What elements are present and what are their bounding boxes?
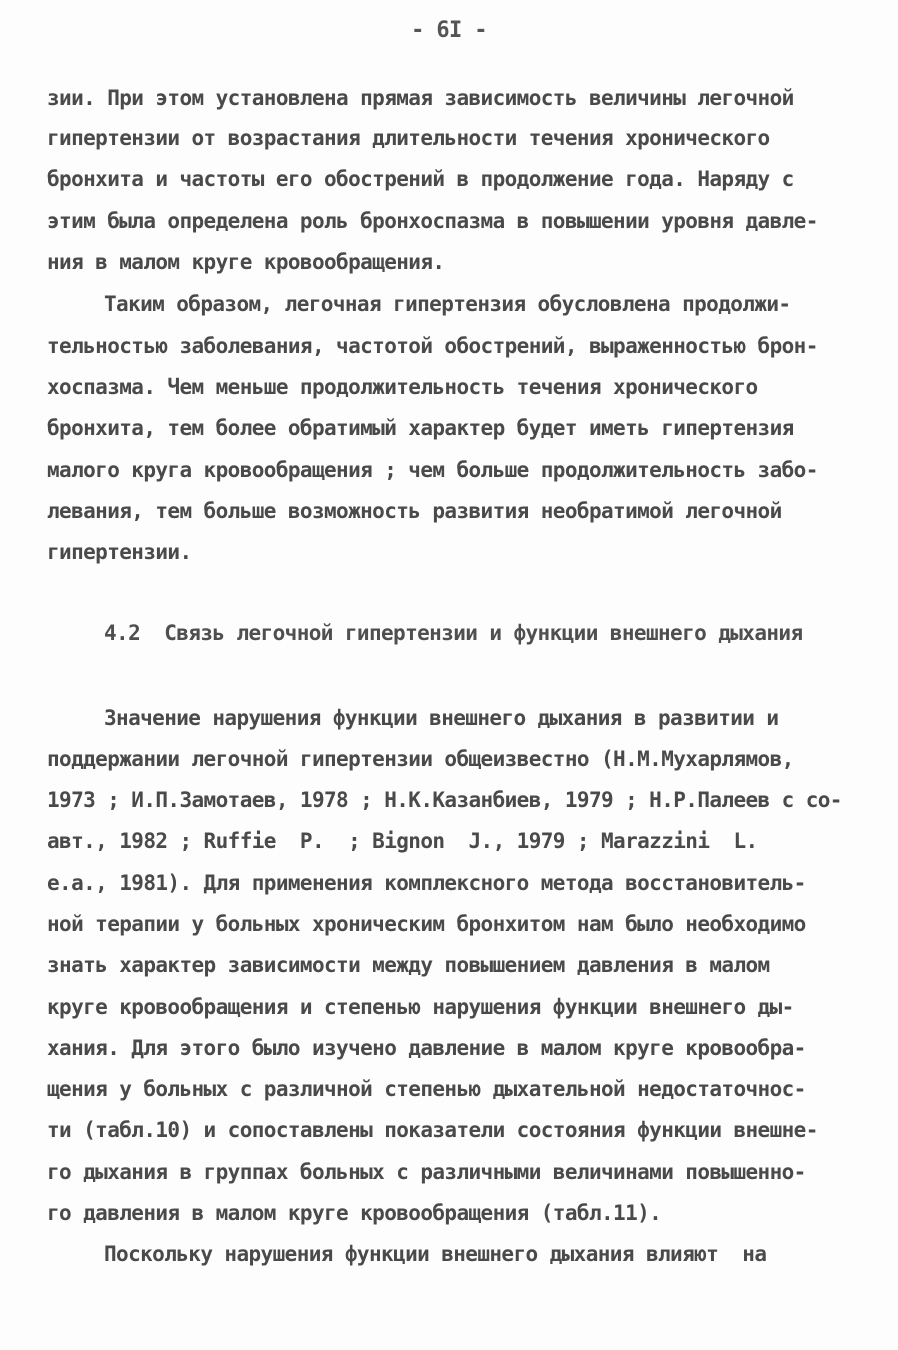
paragraph-line: го дыхания в группах больных с различными величинами повышенно- bbox=[47, 1160, 806, 1184]
paragraph-line: круге кровообращения и степенью нарушения функции внешнего ды- bbox=[47, 995, 794, 1019]
paragraph-line: знать характер зависимости между повышением давления в малом bbox=[47, 953, 770, 977]
paragraph-line: 1973 ; И.П.Замотаев, 1978 ; Н.К.Казанбиев, 1979 ; Н.Р.Палеев с со- bbox=[47, 788, 842, 812]
paragraph-line: тельностью заболевания, частотой обострений, выраженностью брон- bbox=[47, 334, 818, 358]
paragraph-line: ти (табл.10) и сопоставлены показатели состояния функции внешне- bbox=[47, 1118, 818, 1142]
paragraph-line: хания. Для этого было изучено давление в малом круге кровообра- bbox=[47, 1036, 806, 1060]
paragraph-line: ной терапии у больных хроническим бронхитом нам было необходимо bbox=[47, 912, 806, 936]
paragraph-line: e.a., 1981). Для применения комплексного метода восстановитель- bbox=[47, 871, 806, 895]
paragraph-line: бронхита и частоты его обострений в продолжение года. Наряду с bbox=[47, 167, 794, 191]
paragraph-line: левания, тем больше возможность развития необратимой легочной bbox=[47, 499, 782, 523]
paragraph-line: Поскольку нарушения функции внешнего дыхания влияют на bbox=[104, 1242, 767, 1266]
paragraph-line: поддержании легочной гипертензии общеизвестно (Н.М.Мухарлямов, bbox=[47, 747, 794, 771]
paragraph-line: ния в малом круге кровообращения. bbox=[47, 250, 445, 274]
paragraph-line: гипертензии. bbox=[47, 540, 192, 564]
paragraph-line: зии. При этом установлена прямая зависимость величины легочной bbox=[47, 86, 794, 110]
paragraph-line: авт., 1982 ; Ruffie P. ; Bignon J., 1979 ; Marazzini L. bbox=[47, 829, 758, 853]
paragraph-line: этим была определена роль бронхоспазма в повышении уровня давле- bbox=[47, 209, 818, 233]
paragraph-line: гипертензии от возрастания длительности течения хронического bbox=[47, 126, 770, 150]
paragraph-line: хоспазма. Чем меньше продолжительность течения хронического bbox=[47, 375, 758, 399]
paragraph-line: бронхита, тем более обратимый характер будет иметь гипертензия bbox=[47, 416, 794, 440]
paragraph-line: Значение нарушения функции внешнего дыхания в развитии и bbox=[104, 706, 779, 730]
paragraph-line: Таким образом, легочная гипертензия обусловлена продолжи- bbox=[104, 292, 791, 316]
section-heading: 4.2 Связь легочной гипертензии и функции внешнего дыхания bbox=[104, 621, 803, 645]
paragraph-line: го давления в малом круге кровообращения (табл.11). bbox=[47, 1201, 662, 1225]
paragraph-line: малого круга кровообращения ; чем больше продолжительность забо- bbox=[47, 458, 818, 482]
paragraph-line: щения у больных с различной степенью дыхательной недостаточнос- bbox=[47, 1077, 806, 1101]
page-number: - 6I - bbox=[411, 18, 487, 43]
